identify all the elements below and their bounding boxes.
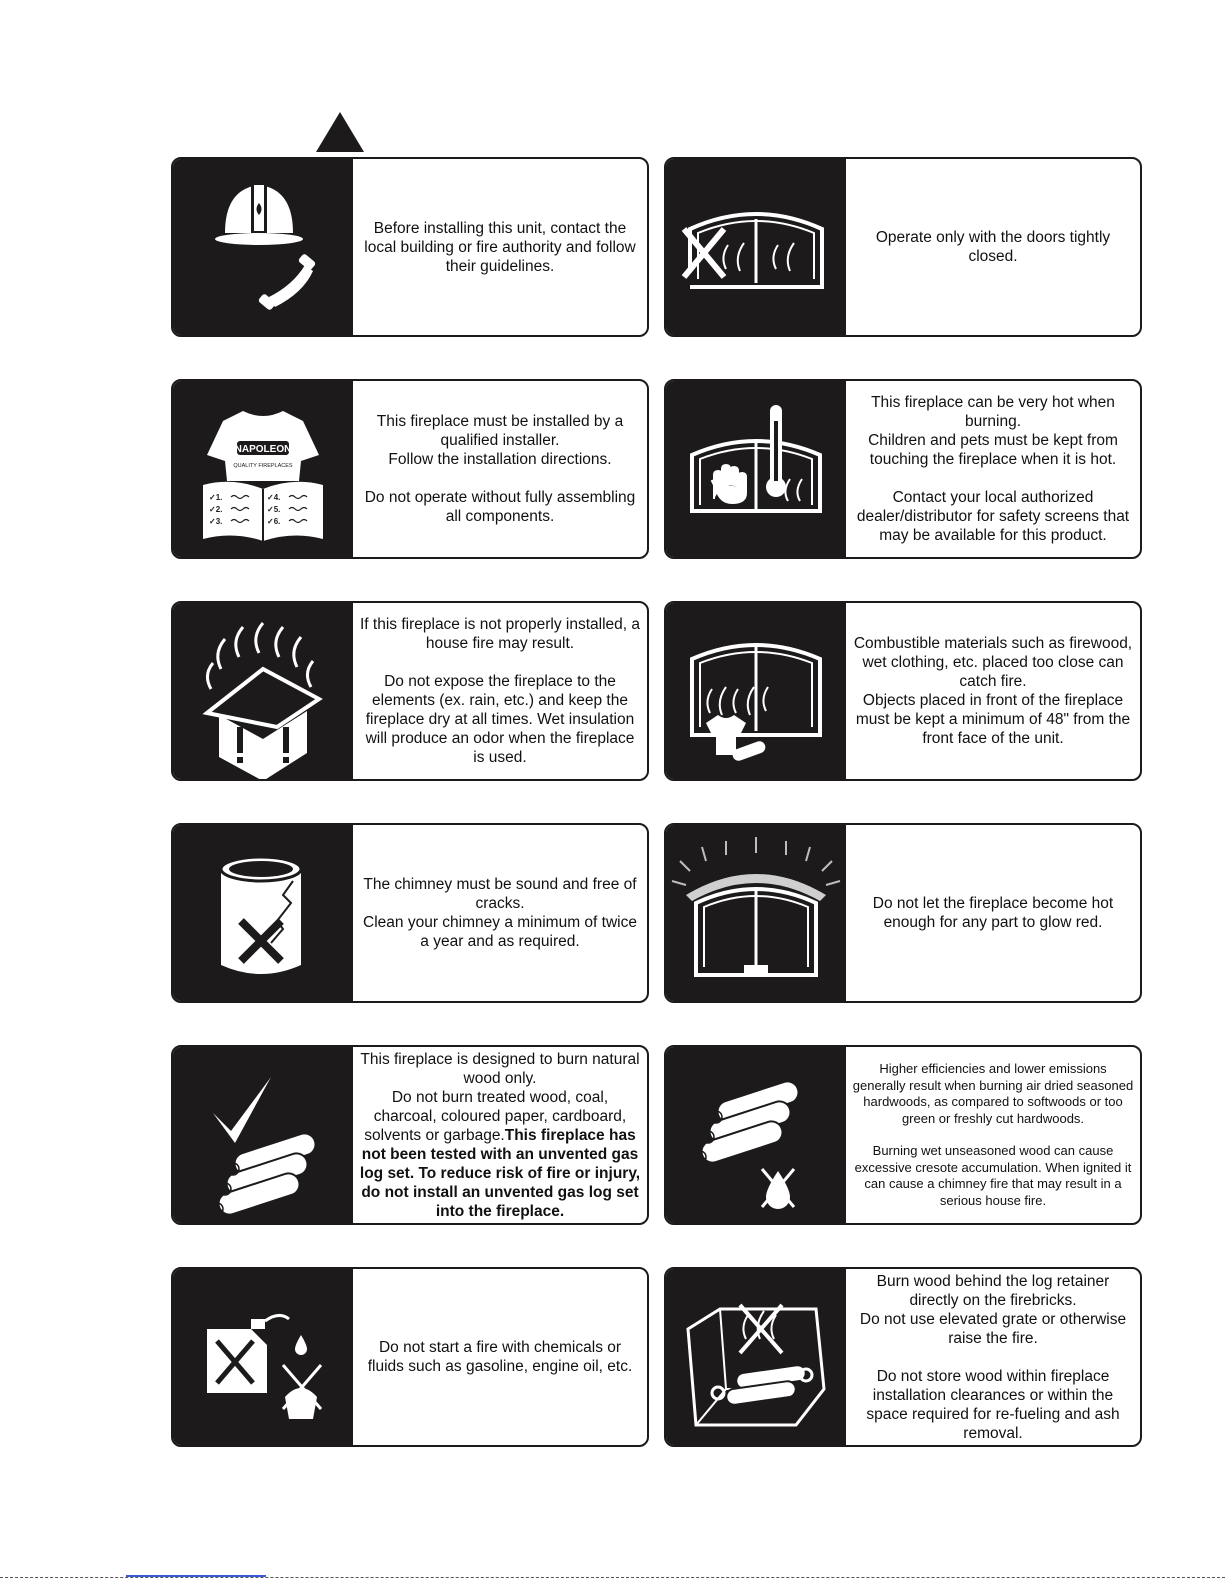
warning-triangle-icon <box>316 112 364 152</box>
card-paragraph: This fireplace can be very hot when burning. Children and pets must be kept from touching the fireplace when it is hot. <box>868 394 1118 468</box>
check-item: ✓4. <box>267 493 281 502</box>
card-paragraph: Contact your local authorized dealer/distributor for safety screens that may be available for this product. <box>856 489 1130 544</box>
card-text <box>353 1269 647 1445</box>
card-text <box>846 603 1140 779</box>
helmet-phone-icon <box>173 159 353 335</box>
safety-card-no-chemicals <box>171 1267 649 1447</box>
safety-card-chimney <box>171 823 649 1003</box>
safety-card-building-authority <box>171 157 649 337</box>
card-paragraph: Operate only with the doors tightly closed. <box>875 229 1111 265</box>
card-paragraph: Do not store wood within fireplace installation clearances or within the space required for re-fueling and ash removal. <box>866 1367 1120 1442</box>
safety-card-house-fire <box>171 601 649 781</box>
card-paragraph: Before installing this unit, contact the local building or fire authority and follow their guidelines. <box>364 219 636 275</box>
card-text <box>353 381 647 557</box>
page-footer-underline <box>126 1575 266 1577</box>
card-paragraph: Do not operate without fully assembling all components. <box>364 489 636 525</box>
card-paragraph <box>359 1050 641 1221</box>
card-text <box>353 159 647 335</box>
card-text <box>353 1047 647 1223</box>
card-text <box>846 1047 1140 1223</box>
card-text <box>846 159 1140 335</box>
card-paragraph: Do not expose the fireplace to the elements (ex. rain, etc.) and keep the fireplace dry at all times. Wet insulation will produce an odor when the fireplace is used. <box>365 673 635 766</box>
card-paragraph: Do not start a fire with chemicals or fluids such as gasoline, engine oil, etc. <box>367 1339 633 1375</box>
house-fire-icon <box>173 603 353 779</box>
card-paragraph: Combustible materials such as firewood, wet clothing, etc. placed too close can catch fire. Objects placed in front of the fireplace must be kept a minimum of 48" from the front face of the unit. <box>853 635 1133 747</box>
no-chemicals-icon <box>173 1269 353 1445</box>
card-paragraph: Burning wet unseasoned wood can cause excessive cresote accumulation. When ignited it can cause a chimney fire that may result in a serious house fire. <box>854 1143 1132 1208</box>
card-paragraph: Burn wood behind the log retainer directly on the firebricks. Do not use elevated grate or otherwise raise the fire. <box>859 1272 1127 1347</box>
card-paragraph: If this fireplace is not properly installed, a house fire may result. <box>360 616 640 652</box>
safety-card-qualified-installer <box>171 379 649 559</box>
card-text <box>846 381 1140 557</box>
glowing-fireplace-icon <box>666 825 846 1001</box>
card-paragraph: Higher efficiencies and lower emissions generally result when burning air dried seasoned hardwoods, as compared to softwoods or too green or freshly cut hardwoods. <box>852 1061 1134 1126</box>
safety-card-hot-surface <box>664 379 1142 559</box>
page-bottom-rule <box>0 1577 1225 1578</box>
check-item: ✓5. <box>267 505 281 514</box>
safety-card-log-retainer <box>664 1267 1142 1447</box>
shirt-brand: NAPOLEON <box>234 444 292 455</box>
safety-card-doors-closed <box>664 157 1142 337</box>
shirt-manual-icon <box>173 381 353 557</box>
hot-door-hand-icon <box>666 381 846 557</box>
card-text <box>846 825 1140 1001</box>
combustibles-icon <box>666 603 846 779</box>
shirt-tagline: QUALITY FIREPLACES <box>233 463 293 469</box>
card-text-bold: This fireplace has not been tested with an unvented gas log set. To reduce risk of fire or injury, do not install an unvented gas log set into the fireplace. <box>359 1126 641 1220</box>
card-text <box>353 825 647 1001</box>
safety-card-glow-red <box>664 823 1142 1003</box>
safety-card-combustibles <box>664 601 1142 781</box>
cracked-chimney-icon <box>173 825 353 1001</box>
card-paragraph: The chimney must be sound and free of cracks. Clean your chimney a minimum of twice a year and as required. <box>363 876 637 950</box>
card-paragraph: This fireplace must be installed by a qualified installer. Follow the installation directions. <box>376 413 624 468</box>
card-text-regular: This fireplace is designed to burn natural wood only. Do not burn treated wood, coal, charcoal, coloured paper, cardboard, solvents or garbage. <box>360 1050 640 1144</box>
check-item: ✓2. <box>209 505 223 514</box>
log-retainer-icon <box>666 1269 846 1445</box>
card-paragraph: Do not let the fireplace become hot enough for any part to glow red. <box>872 895 1114 931</box>
crossed-open-doors-icon <box>666 159 846 335</box>
dry-wood-icon <box>666 1047 846 1223</box>
check-item: ✓3. <box>209 517 223 526</box>
card-text <box>353 603 647 779</box>
safety-card-natural-wood <box>171 1045 649 1225</box>
card-text <box>846 1269 1140 1445</box>
check-item: ✓6. <box>267 517 281 526</box>
natural-wood-check-icon <box>173 1047 353 1223</box>
safety-card-dry-wood <box>664 1045 1142 1225</box>
check-item: ✓1. <box>209 493 223 502</box>
